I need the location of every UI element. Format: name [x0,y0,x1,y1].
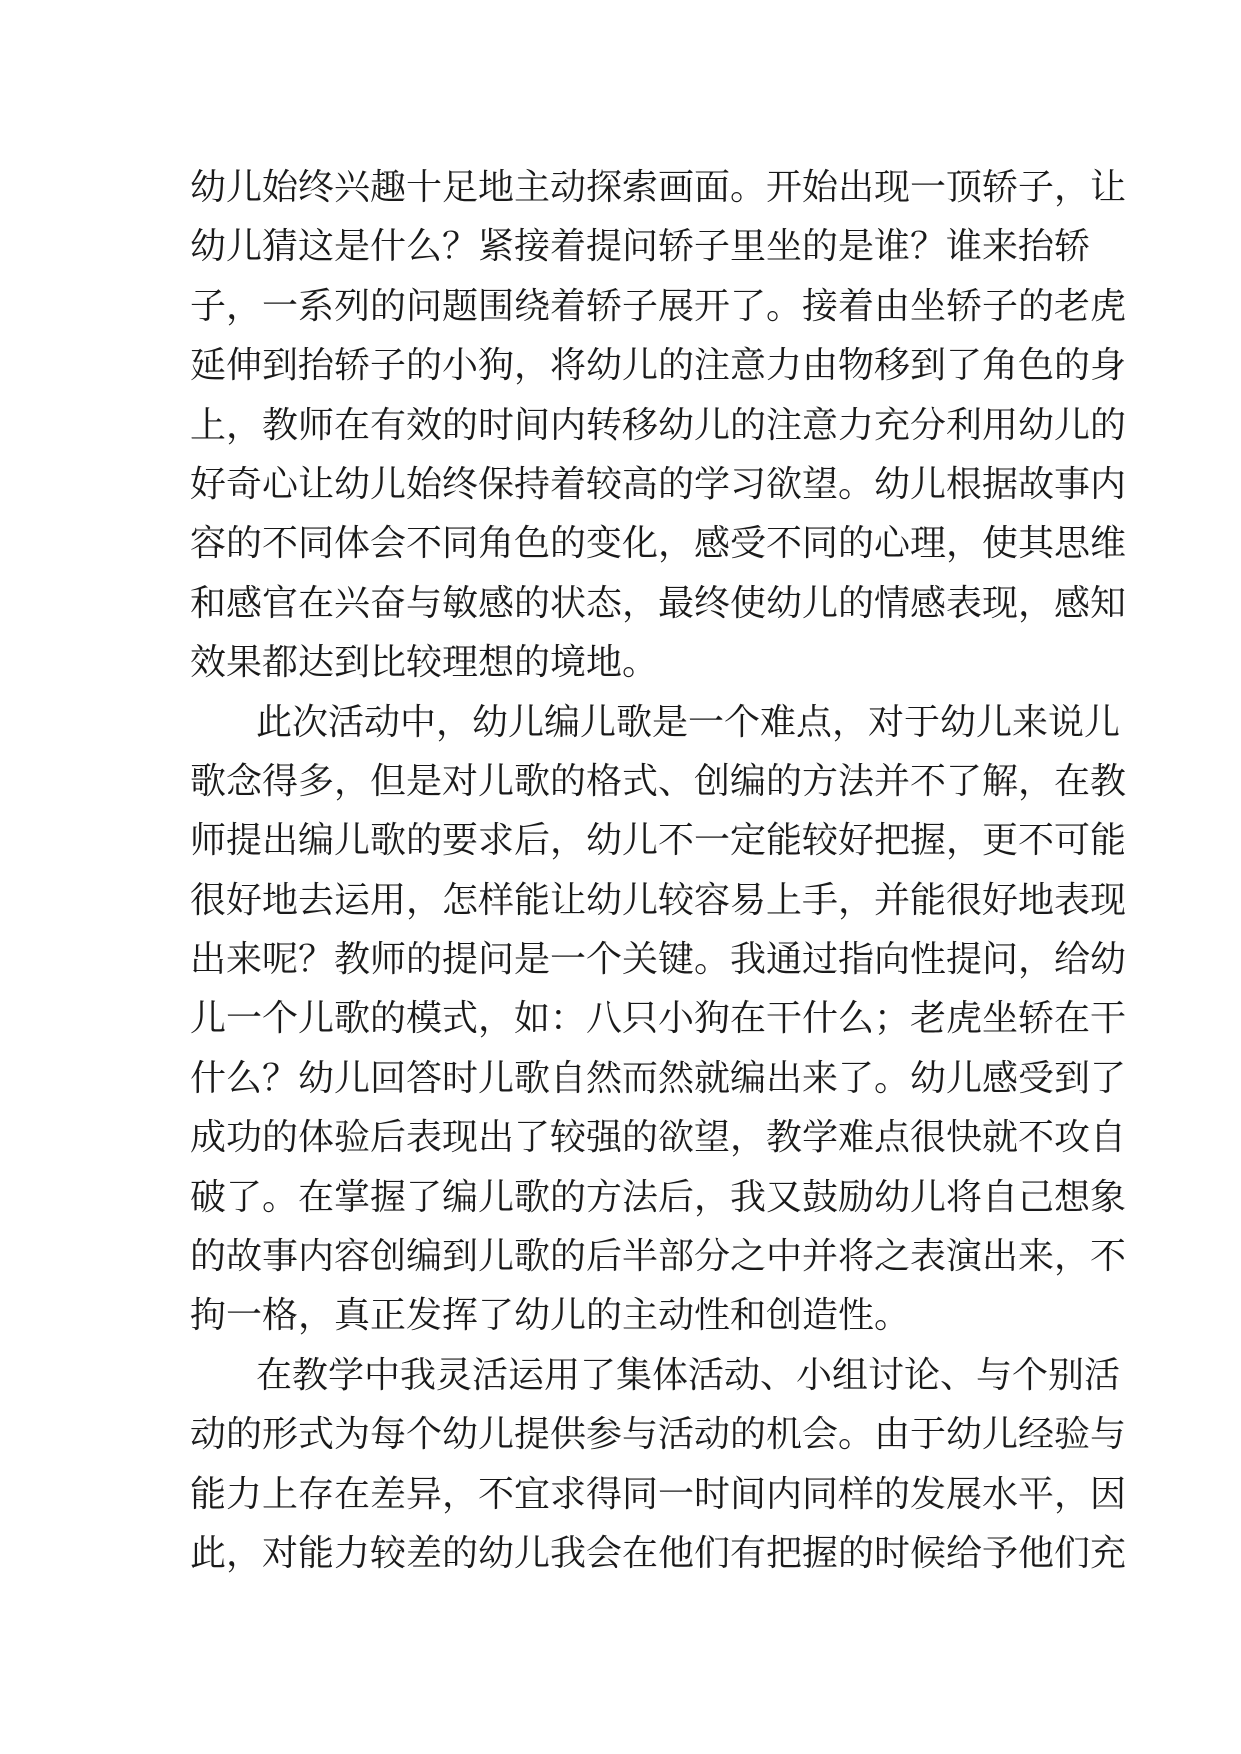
text-line: 上，教师在有效的时间内转移幼儿的注意力充分利用幼儿的 [190,404,1127,446]
text-line: 效果都达到比较理想的境地。 [190,642,659,684]
text-line: 幼儿始终兴趣十足地主动探索画面。开始出现一顶轿子，让 [190,167,1127,208]
body-text [190,158,1127,1583]
text-line: 成功的体验后表现出了较强的欲望，教学难点很快就不攻自 [190,1117,1127,1159]
text-line: 师提出编儿歌的要求后，幼儿不一定能较好把握，更不可能 [190,820,1127,862]
paragraph-3 [190,1346,1127,1584]
text-line: 幼儿猜这是什么？紧接着提问轿子里坐的是谁？谁来抬轿 [190,226,1091,268]
text-line: 此次活动中，幼儿编儿歌是一个难点，对于幼儿来说儿 [256,701,1121,743]
text-line: 能力上存在差异，不宜求得同一时间内同样的发展水平，因 [190,1473,1127,1515]
text-line: 延伸到抬轿子的小狗，将幼儿的注意力由物移到了角色的身 [190,345,1127,387]
text-line: 和感官在兴奋与敏感的状态，最终使幼儿的情感表现，感知 [190,582,1127,624]
text-line: 很好地去运用，怎样能让幼儿较容易上手，并能很好地表现 [190,879,1127,921]
text-line: 儿一个儿歌的模式，如：八只小狗在干什么；老虎坐轿在干 [190,998,1127,1040]
text-line: 容的不同体会不同角色的变化，感受不同的心理，使其思维 [190,523,1127,565]
text-line: 子，一系列的问题围绕着轿子展开了。接着由坐轿子的老虎 [190,285,1127,327]
text-line: 什么？幼儿回答时儿歌自然而然就编出来了。幼儿感受到了 [190,1057,1127,1099]
text-line: 好奇心让幼儿始终保持着较高的学习欲望。幼儿根据故事内 [190,463,1127,505]
text-line: 歌念得多，但是对儿歌的格式、创编的方法并不了解，在教 [190,760,1127,802]
text-line: 拘一格，真正发挥了幼儿的主动性和创造性。 [190,1295,911,1337]
text-line: 动的形式为每个幼儿提供参与活动的机会。由于幼儿经验与 [190,1414,1127,1456]
text-line: 的故事内容创编到儿歌的后半部分之中并将之表演出来，不 [190,1236,1127,1278]
paragraph-1 [190,158,1127,693]
paragraph-2 [190,693,1127,1346]
text-line: 出来呢？教师的提问是一个关键。我通过指向性提问，给幼 [190,939,1127,981]
text-line: 破了。在掌握了编儿歌的方法后，我又鼓励幼儿将自己想象 [190,1176,1127,1218]
text-line: 此，对能力较差的幼儿我会在他们有把握的时候给予他们充 [190,1532,1127,1574]
text-line: 在教学中我灵活运用了集体活动、小组讨论、与个别活 [256,1354,1121,1396]
